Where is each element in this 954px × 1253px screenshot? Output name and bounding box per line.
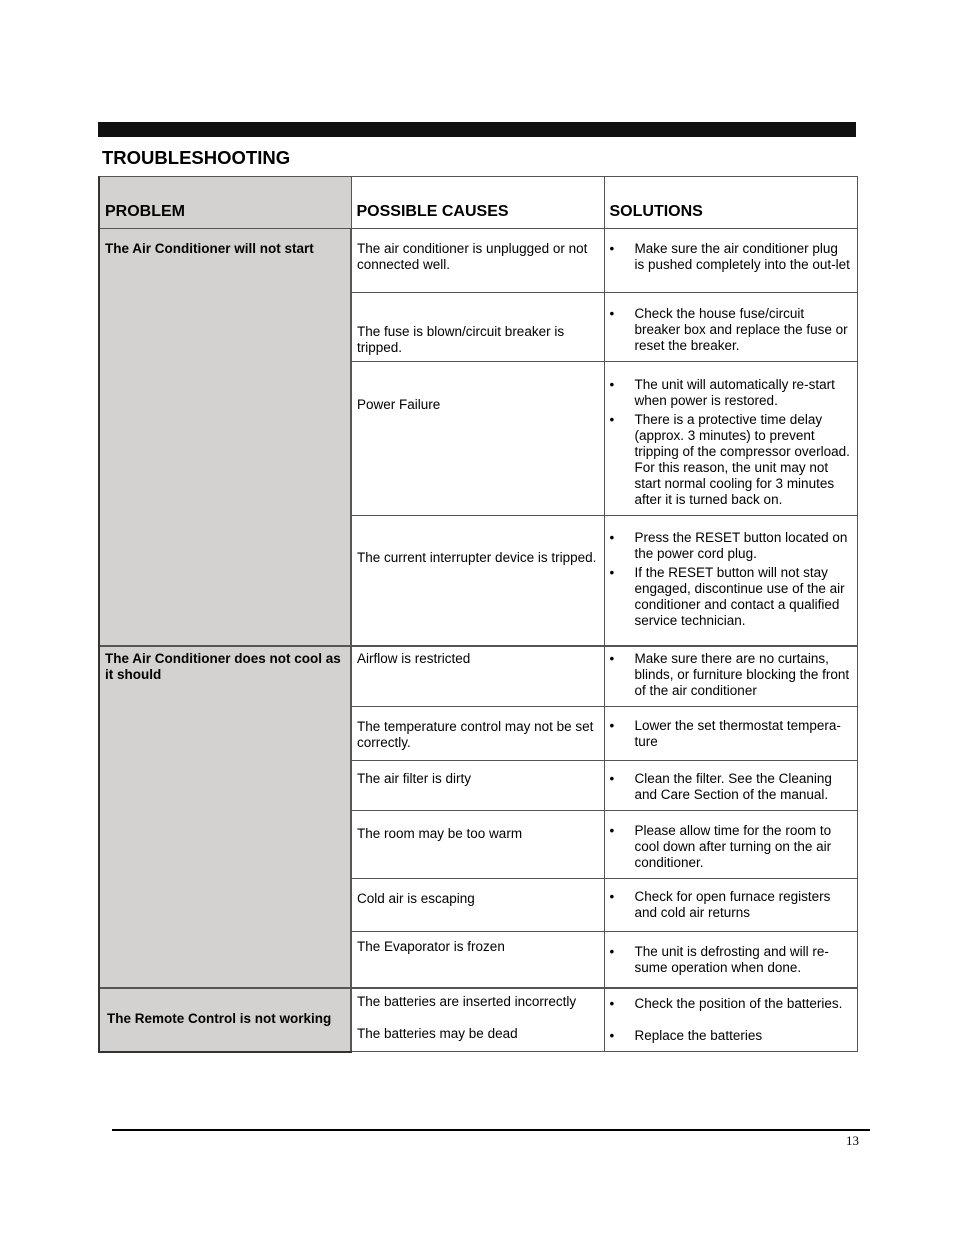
cause-cell: The air conditioner is unplugged or not connected well.: [351, 229, 604, 293]
cause-cell: The room may be too warm: [351, 810, 604, 878]
solution-item: • Replace the batteries: [605, 1028, 851, 1044]
table-row: [99, 229, 857, 293]
problem-cell: The Air Conditioner will not start: [99, 229, 351, 646]
solution-cell: [604, 810, 857, 878]
cause-cell: The Evaporator is frozen: [351, 931, 604, 988]
cause-cell: The air filter is dirty: [351, 760, 604, 810]
cause-line: The batteries may be dead: [357, 1026, 518, 1041]
column-header-solutions: SOLUTIONS: [604, 177, 857, 229]
page-number: 13: [846, 1133, 859, 1148]
solution-item: • Press the RESET button located on the power cord plug.: [605, 530, 851, 562]
solution-cell: [604, 362, 857, 516]
solution-item: • There is a protective time delay (approx. 3 minutes) to prevent tripping of the compressor overload. For this reason, the unit may not start normal cooling for 3 minutes after it is turned back on.: [605, 412, 851, 508]
solution-item: • Check the house fuse/circuit breaker box and replace the fuse or reset the breaker.: [605, 306, 851, 354]
solution-item: • If the RESET button will not stay engaged, discontinue use of the air conditioner and contact a qualified service technician.: [605, 565, 851, 629]
header-bar: [98, 122, 856, 137]
table-row: [99, 988, 857, 1052]
solution-item: • Lower the set thermostat tempera-ture: [605, 718, 851, 750]
table-header-row: [99, 177, 857, 229]
column-header-problem: PROBLEM: [99, 177, 351, 229]
troubleshooting-table: [98, 176, 858, 1053]
cause-cell: Airflow is restricted: [351, 646, 604, 707]
cause-cell: [351, 988, 604, 1052]
solution-item: • The unit will automatically re-start when power is restored.: [605, 377, 851, 409]
cause-cell: The fuse is blown/circuit breaker is tripped.: [351, 293, 604, 362]
page-title: TROUBLESHOOTING: [102, 147, 291, 168]
solution-item: • Check the position of the batteries.: [605, 996, 851, 1012]
column-header-causes: POSSIBLE CAUSES: [351, 177, 604, 229]
solution-cell: [604, 706, 857, 760]
solution-item: • Please allow time for the room to cool down after turning on the air conditioner.: [605, 823, 851, 871]
problem-cell: The Remote Control is not working: [99, 988, 351, 1052]
solution-cell: [604, 878, 857, 931]
solution-cell: [604, 646, 857, 707]
solution-item: • Make sure there are no curtains, blinds, or furniture blocking the front of the air conditioner: [605, 651, 851, 699]
table-row: [99, 646, 857, 707]
footer-rule: [112, 1129, 870, 1131]
cause-cell: The temperature control may not be set correctly.: [351, 706, 604, 760]
cause-cell: Power Failure: [351, 362, 604, 516]
solution-cell: [604, 760, 857, 810]
problem-cell: The Air Conditioner does not cool as it should: [99, 646, 351, 989]
solution-item: • The unit is defrosting and will re-sume operation when done.: [605, 944, 851, 976]
solution-cell: [604, 293, 857, 362]
solution-item: • Clean the filter. See the Cleaning and Care Section of the manual.: [605, 771, 851, 803]
cause-cell: The current interrupter device is tripped.: [351, 516, 604, 646]
solution-cell: [604, 516, 857, 646]
solution-cell: [604, 229, 857, 293]
solution-cell: [604, 931, 857, 988]
solution-item: • Make sure the air conditioner plug is pushed completely into the out-let: [605, 241, 851, 273]
cause-line: The batteries are inserted incorrectly: [357, 994, 577, 1009]
solution-item: • Check for open furnace registers and cold air returns: [605, 889, 851, 921]
cause-cell: Cold air is escaping: [351, 878, 604, 931]
solution-cell: [604, 988, 857, 1052]
